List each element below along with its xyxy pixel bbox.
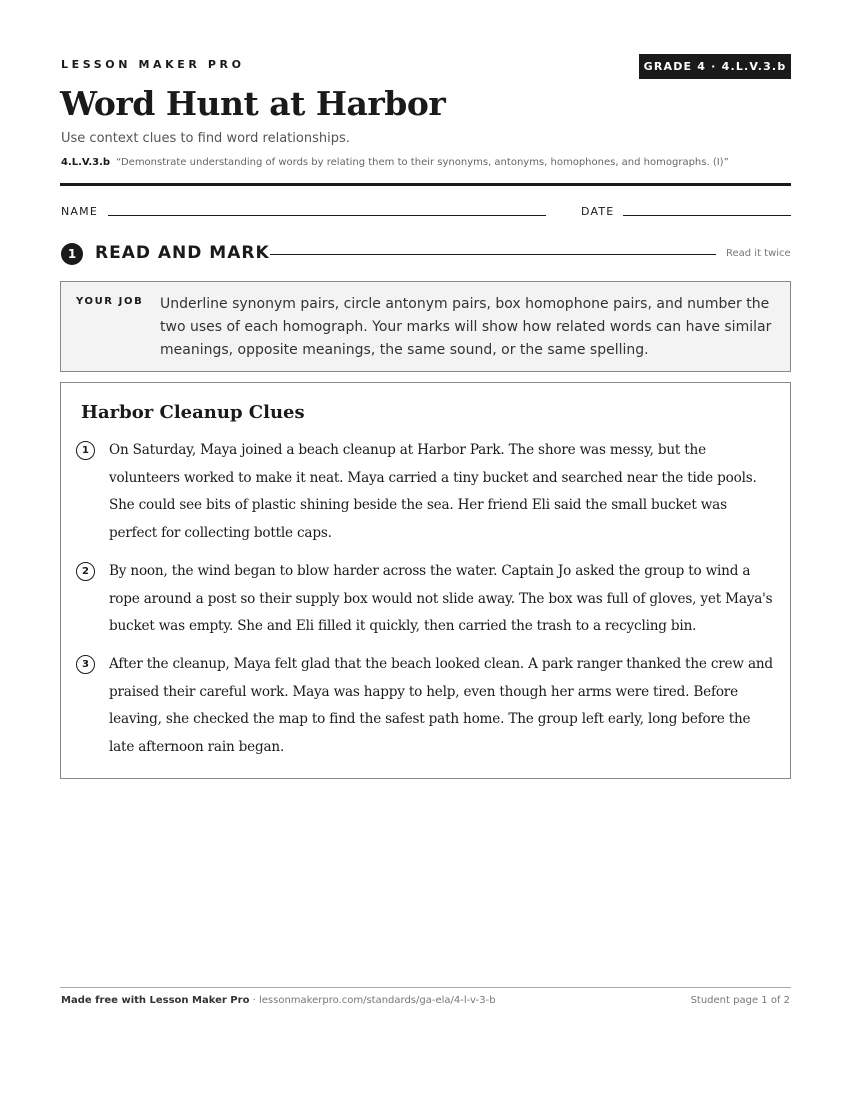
instructions-text: Underline synonym pairs, circle antonym pairs, box homophone pairs, and number the two uses of each homograph. Your marks will show how related words can have similar meanings, opposite meanings, the same sound, or the same spelling. — [160, 296, 772, 358]
instructions-box — [60, 281, 791, 372]
footer-url-link[interactable]: lessonmakerpro.com/standards/ga-ela/4-l-v-3-b — [258, 995, 496, 1006]
instructions-label: YOUR JOB — [76, 296, 144, 307]
paragraph-text: On Saturday, Maya joined a beach cleanup at Harbor Park. The shore was messy, but the volunteers worked to make it neat. Maya carried a tiny bucket and searched near the tide pools. She could see bits of plastic shining beside the sea. Her friend Eli said the small bucket was perfect for collecting bottle caps. — [109, 442, 757, 541]
paragraph-number: 1 — [76, 441, 95, 460]
section-divider — [270, 254, 716, 255]
worksheet-subtitle: Use context clues to find word relationships. — [61, 131, 350, 146]
paragraph-text: After the cleanup, Maya felt glad that the beach looked clean. A park ranger thanked the crew and praised their careful work. Maya was happy to help, even though her arms were tired. Before leaving, she checked the map to find the safest path home. The group left early, long before the late afternoon rain began. — [109, 656, 773, 755]
footer-made-with: Made free with Lesson Maker Pro — [61, 995, 250, 1006]
footer-separator: · — [249, 995, 259, 1006]
worksheet-title: Word Hunt at Harbor — [60, 84, 446, 123]
section-title: READ AND MARK — [95, 243, 270, 263]
standard-code: 4.L.V.3.b — [61, 157, 111, 168]
passage-box — [60, 382, 791, 779]
date-field[interactable] — [623, 215, 791, 216]
name-label: NAME — [61, 205, 98, 218]
footer-credit — [61, 995, 496, 1006]
footer-divider — [60, 987, 791, 988]
section-hint: Read it twice — [726, 248, 791, 259]
date-label: DATE — [581, 205, 615, 218]
paragraph-number: 3 — [76, 655, 95, 674]
grade-badge: GRADE 4 · 4.L.V.3.b — [639, 54, 791, 79]
standard-description: “Demonstrate understanding of words by relating them to their synonyms, antonyms, homophones, and homographs. (I)” — [116, 157, 729, 168]
section-number-badge: 1 — [61, 243, 83, 265]
standard-line — [61, 157, 729, 168]
header-divider — [60, 183, 791, 186]
passage-title: Harbor Cleanup Clues — [81, 402, 305, 423]
page-indicator: Student page 1 of 2 — [690, 995, 790, 1006]
paragraph-number: 2 — [76, 562, 95, 581]
paragraph-text: By noon, the wind began to blow harder across the water. Captain Jo asked the group to wind a rope around a post so their supply box would not slide away. The box was full of gloves, yet Maya's bucket was empty. She and Eli filled it quickly, then carried the trash to a recycling bin. — [109, 563, 773, 634]
name-field[interactable] — [108, 215, 546, 216]
brand-name: LESSON MAKER PRO — [61, 58, 245, 71]
